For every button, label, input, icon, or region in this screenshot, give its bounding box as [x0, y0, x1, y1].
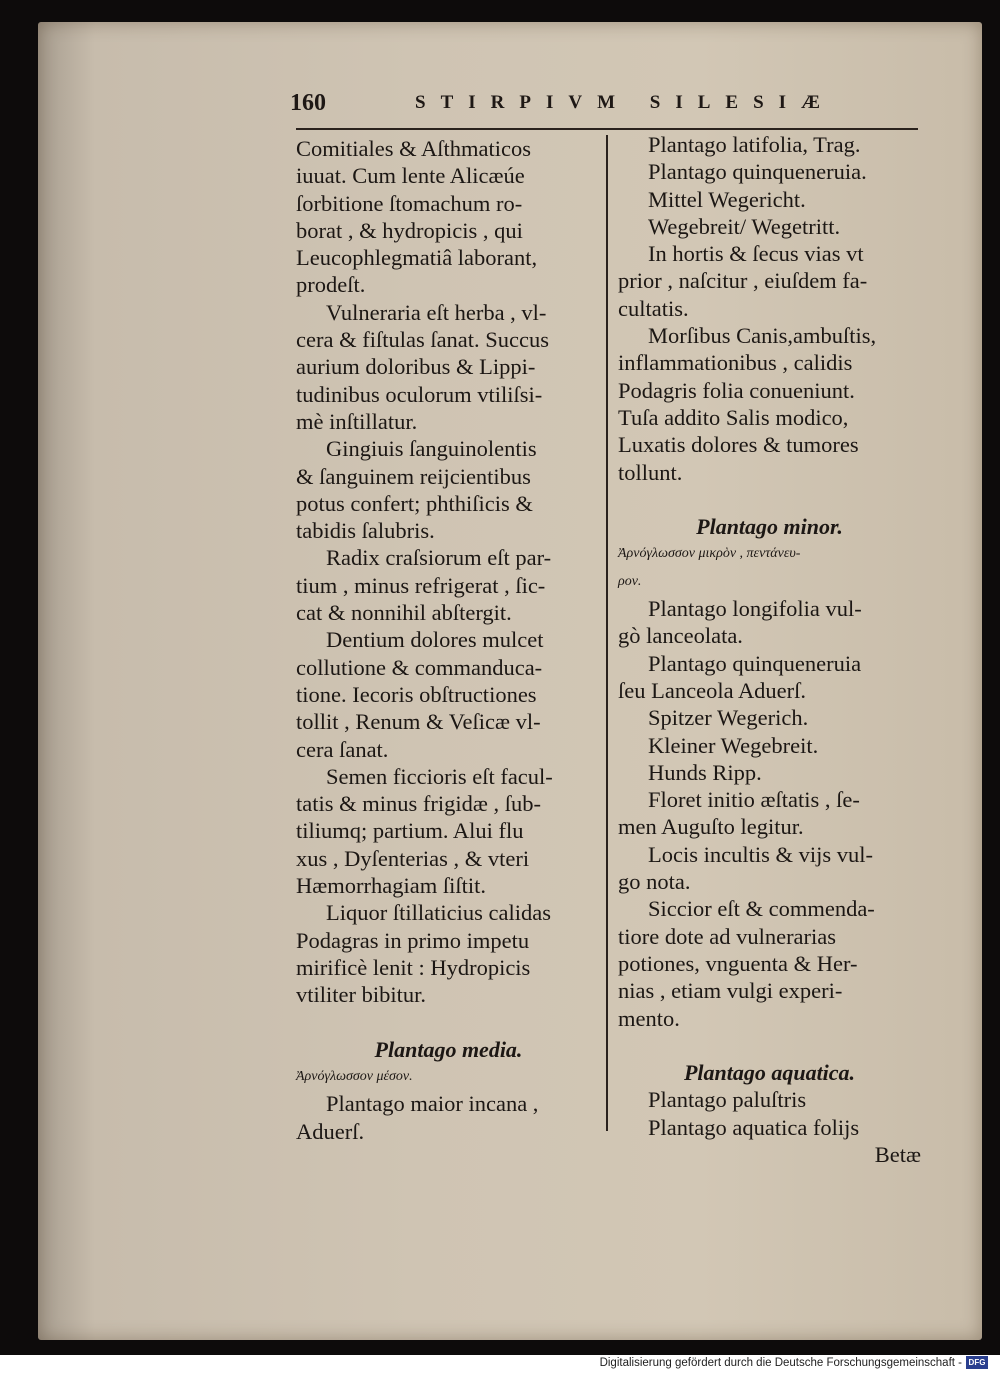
text-line: go nota. — [618, 869, 691, 895]
blank-line — [296, 1009, 601, 1036]
text-line: tollunt. — [618, 459, 683, 485]
text-line: tudinibus oculorum vtiliſsi- — [296, 381, 543, 407]
text-line: potus confert; phthiſicis & — [296, 490, 533, 516]
text-line: Spitzer Wegerich. — [648, 705, 809, 731]
text-line: Hunds Ripp. — [648, 759, 762, 785]
blank-line — [618, 486, 921, 513]
text-line: Aduerſ. — [296, 1118, 365, 1144]
text-line: tione. Iecoris obſtructiones — [296, 681, 537, 707]
text-line: inflammationibus , calidis — [618, 350, 853, 376]
text-line: Leucophlegmatiâ laborant, — [296, 245, 538, 271]
text-line: Liquor ſtillaticius calidas — [326, 900, 551, 926]
text-line: Plantago longifolia vul- — [648, 596, 862, 622]
text-line: Plantago paluſtris — [648, 1087, 807, 1113]
text-line: vtiliter bibitur. — [296, 982, 426, 1008]
text-line: Plantago aquatica folijs — [648, 1114, 860, 1140]
text-line: Podagris folia conueniunt. — [618, 377, 855, 403]
text-line: prior , naſcitur , eiuſdem fa- — [618, 268, 868, 294]
text-line: Plantago quinqueneruia — [648, 650, 862, 676]
text-line: ſeu Lanceola Aduerſ. — [618, 677, 807, 703]
left-column — [296, 135, 601, 1145]
column-divider — [606, 135, 608, 1131]
text-line: tiliumq; partium. Alui flu — [296, 818, 524, 844]
text-line: aurium doloribus & Lippi- — [296, 354, 536, 380]
text-line: potiones, vnguenta & Her- — [618, 950, 858, 976]
section-heading: Plantago minor. — [696, 514, 843, 540]
right-column — [618, 131, 921, 1168]
text-line: Plantago quinqueneruia. — [648, 159, 867, 185]
text-line: Comitiales & Aſthmaticos — [296, 136, 531, 161]
running-title: STIRPIVM SILESIÆ — [415, 92, 836, 113]
text-line: Tuſa addito Salis modico, — [618, 404, 849, 430]
page-number: 160 — [290, 90, 326, 116]
text-line: Plantago latifolia, Trag. — [648, 132, 861, 157]
text-line: Podagras in primo impetu — [296, 927, 530, 953]
section-heading: Plantago aquatica. — [683, 1060, 856, 1086]
text-line: mè inſtillatur. — [296, 408, 418, 434]
text-line: Locis incultis & vijs vul- — [648, 841, 873, 867]
text-line: tatis & minus frigidæ , ſub- — [296, 791, 541, 817]
dfg-logo: DFG — [966, 1356, 988, 1369]
text-line: In hortis & ſecus vias vt — [648, 241, 864, 267]
text-line: Wegebreit/ Wegetritt. — [648, 213, 841, 239]
text-line: cera ſanat. — [296, 736, 389, 762]
greek-name: Ἀρνόγλωσσον μέσον. — [296, 1069, 413, 1085]
text-line: Semen ficcioris eſt facul- — [326, 763, 553, 789]
text-line: mento. — [618, 1005, 680, 1031]
page-header — [290, 90, 890, 120]
text-line: prodeſt. — [296, 272, 366, 298]
text-line: Kleiner Wegebreit. — [648, 732, 819, 758]
text-line: Luxatis dolores & tumores — [618, 432, 859, 458]
text-line: tollit , Renum & Veſicæ vl- — [296, 709, 541, 735]
text-line: Siccior eſt & commenda- — [648, 896, 875, 922]
text-line: gò lanceolata. — [618, 623, 743, 649]
text-line: nias , etiam vulgi experi- — [618, 978, 843, 1004]
text-line: tabidis ſalubris. — [296, 518, 435, 544]
text-line: mirificè lenit : Hydropicis — [296, 954, 531, 980]
greek-name: Ἀρνόγλωσσον μικρὸν , πεντάνευ- — [618, 546, 801, 562]
text-line: cultatis. — [618, 295, 689, 321]
text-line: men Auguſto legitur. — [618, 814, 804, 840]
text-line: borat , & hydropicis , qui — [296, 217, 523, 243]
text-line: cat & nonnihil abſtergit. — [296, 600, 512, 626]
digitization-credit: Digitalisierung gefördert durch die Deutsche Forschungsgemeinschaft - — [599, 1357, 962, 1369]
catchword: Betæ — [874, 1141, 921, 1167]
text-line: cera & fiſtulas ſanat. Succus — [296, 327, 550, 353]
text-line: Floret initio æſtatis , ſe- — [648, 787, 860, 813]
text-line: Mittel Wegericht. — [648, 186, 806, 212]
text-line: Gingiuis ſanguinolentis — [326, 436, 537, 462]
text-line: ſorbitione ſtomachum ro- — [296, 190, 523, 216]
text-line: Dentium dolores mulcet — [326, 627, 544, 653]
text-line: collutione & commanduca- — [296, 654, 543, 680]
greek-name: ρον. — [618, 573, 642, 589]
text-line: iuuat. Cum lente Alicæúe — [296, 163, 525, 189]
text-line: & ſanguinem reijcientibus — [296, 463, 531, 489]
text-line: Vulneraria eſt herba , vl- — [326, 299, 547, 325]
blank-line — [618, 1032, 921, 1059]
text-line: tium , minus refrigerat , ſic- — [296, 572, 546, 598]
text-line: xus , Dyſenterias , & vteri — [296, 845, 530, 871]
header-rule — [296, 128, 918, 130]
text-line: Hæmorrhagiam ſiſtit. — [296, 873, 486, 899]
text-line: Radix craſsiorum eſt par- — [326, 545, 552, 571]
text-line: tiore dote ad vulnerarias — [618, 923, 837, 949]
section-heading: Plantago media. — [374, 1036, 523, 1062]
text-line: Morſibus Canis,ambuſtis, — [648, 323, 877, 349]
text-line: Plantago maior incana , — [326, 1091, 539, 1117]
